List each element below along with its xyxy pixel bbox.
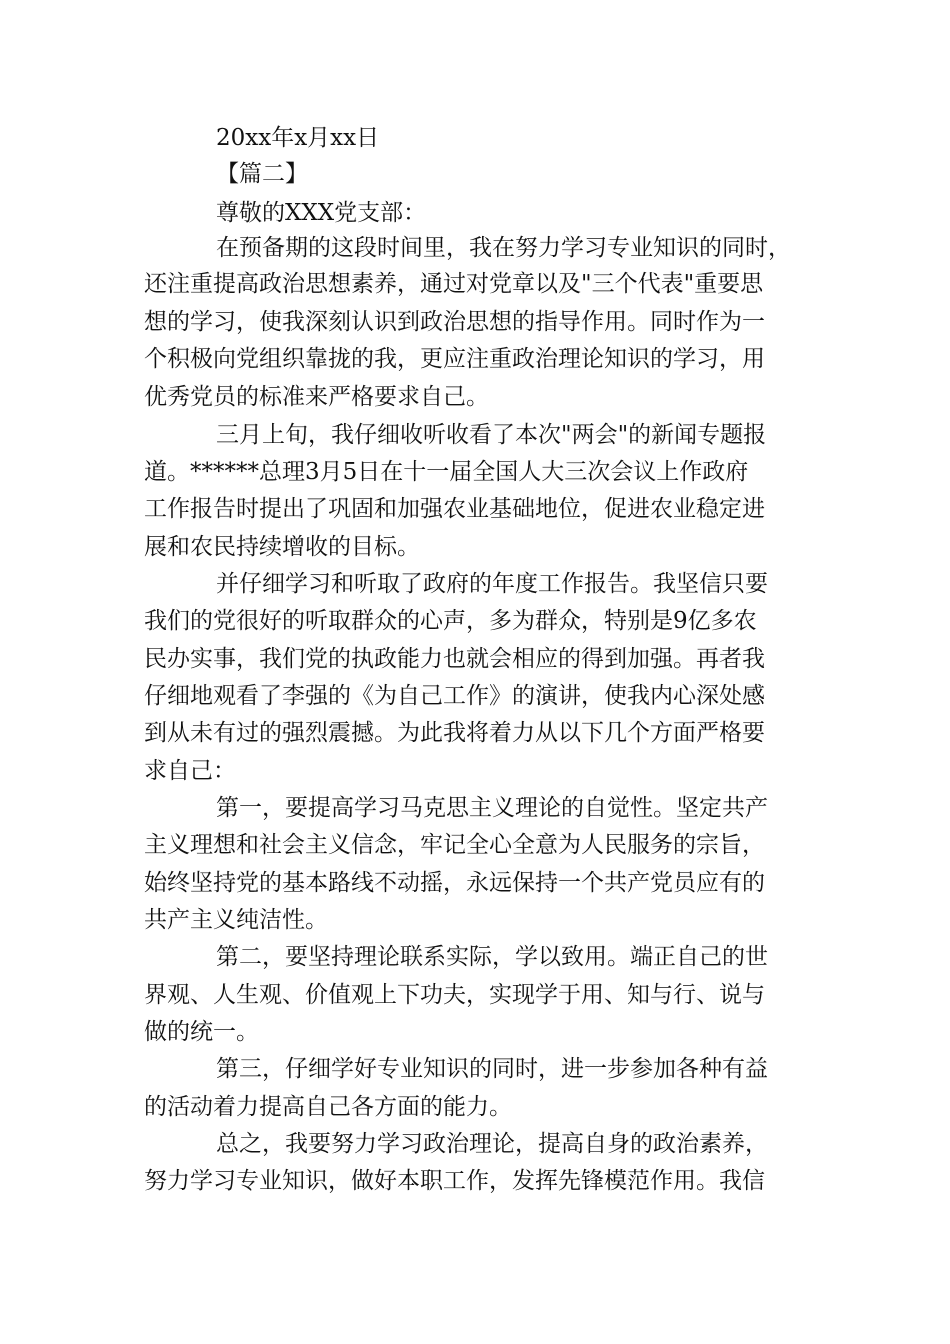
paragraph-line: 还注重提高政治思想素养，通过对党章以及"三个代表"重要思 xyxy=(144,271,764,297)
paragraph-line: 我们的党很好的听取群众的心声，多为群众，特别是9亿多农 xyxy=(144,608,757,634)
paragraph-line: 工作报告时提出了巩固和加强农业基础地位，促进农业稳定进 xyxy=(144,496,765,522)
date-line: 20xx年x月xx日 xyxy=(216,125,380,151)
section-heading: 【篇二】 xyxy=(216,161,308,187)
paragraph-line: 做的统一。 xyxy=(144,1019,259,1045)
paragraph-line: 界观、人生观、价值观上下功夫，实现学于用、知与行、说与 xyxy=(144,982,765,1008)
paragraph-line: 道。******总理3月5日在十一届全国人大三次会议上作政府 xyxy=(144,459,749,485)
paragraph-line: 三月上旬，我仔细收听收看了本次"两会"的新闻专题报 xyxy=(216,422,767,448)
salutation: 尊敬的XXX党支部： xyxy=(216,200,427,226)
paragraph-line: 在预备期的这段时间里，我在努力学习专业知识的同时， xyxy=(216,235,791,261)
paragraph-line: 民办实事，我们党的执政能力也就会相应的得到加强。再者我 xyxy=(144,646,765,672)
paragraph-line: 并仔细学习和听取了政府的年度工作报告。我坚信只要 xyxy=(216,571,768,597)
paragraph-line: 到从未有过的强烈震撼。为此我将着力从以下几个方面严格要 xyxy=(144,720,765,746)
paragraph-line: 仔细地观看了李强的《为自己工作》的演讲，使我内心深处感 xyxy=(144,683,765,709)
paragraph-line: 共产主义纯洁性。 xyxy=(144,907,328,933)
paragraph-line: 主义理想和社会主义信念，牢记全心全意为人民服务的宗旨， xyxy=(144,832,765,858)
paragraph-line: 想的学习，使我深刻认识到政治思想的指导作用。同时作为一 xyxy=(144,309,765,335)
paragraph-line: 努力学习专业知识，做好本职工作，发挥先锋模范作用。我信 xyxy=(144,1168,765,1194)
paragraph-line: 第一，要提高学习马克思主义理论的自觉性。坚定共产 xyxy=(216,795,768,821)
paragraph-line: 的活动着力提高自己各方面的能力。 xyxy=(144,1094,512,1120)
paragraph-line: 始终坚持党的基本路线不动摇，永远保持一个共产党员应有的 xyxy=(144,870,765,896)
paragraph-line: 个积极向党组织靠拢的我，更应注重政治理论知识的学习，用 xyxy=(144,346,765,372)
paragraph-line: 第三，仔细学好专业知识的同时，进一步参加各种有益 xyxy=(216,1056,768,1082)
paragraph-line: 展和农民持续增收的目标。 xyxy=(144,534,420,560)
paragraph-line: 求自己： xyxy=(144,758,236,784)
paragraph-line: 第二，要坚持理论联系实际，学以致用。端正自己的世 xyxy=(216,944,768,970)
paragraph-line: 优秀党员的标准来严格要求自己。 xyxy=(144,384,489,410)
paragraph-line: 总之，我要努力学习政治理论，提高自身的政治素养， xyxy=(216,1131,768,1157)
